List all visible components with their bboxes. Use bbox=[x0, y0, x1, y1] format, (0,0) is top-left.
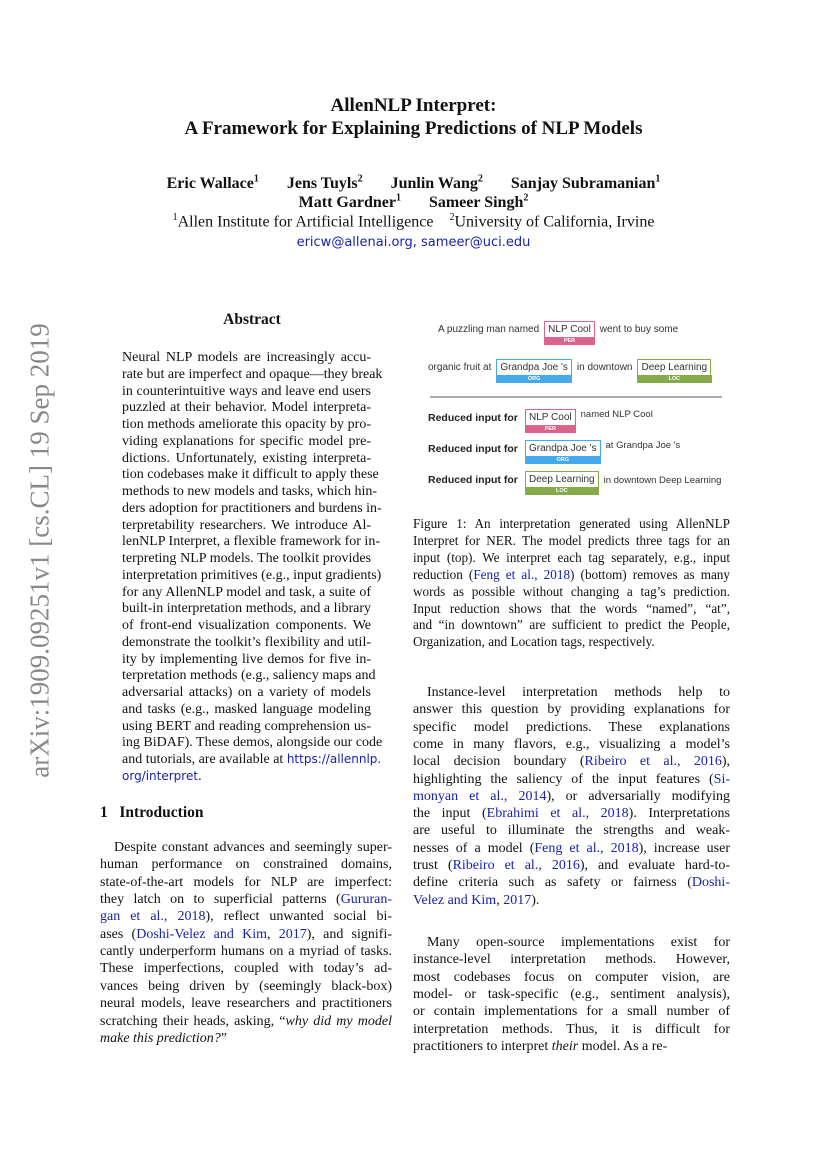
text-segment: nesses of a model ( bbox=[413, 840, 535, 856]
text-line bbox=[122, 651, 371, 668]
emails[interactable]: ericw@allenai.org, sameer@uci.edu bbox=[296, 235, 531, 250]
text-line bbox=[122, 399, 371, 416]
reduced-text: at Grandpa Joe 's bbox=[605, 440, 681, 451]
text-line bbox=[413, 736, 730, 753]
author-affiliation: 1 bbox=[395, 193, 401, 204]
text-line bbox=[100, 856, 392, 873]
authors-row-2 bbox=[0, 193, 827, 212]
text-line bbox=[122, 383, 371, 400]
text-line bbox=[427, 934, 730, 951]
author bbox=[511, 175, 661, 192]
citation-link[interactable]: 2016 bbox=[551, 858, 580, 873]
citation-link[interactable]: Feng et al., bbox=[534, 840, 604, 856]
text-line bbox=[122, 751, 382, 768]
text-segment: and tasks (e.g., masked language modeling bbox=[122, 701, 371, 717]
text-segment: words as possible without changing a tag’s prediction. bbox=[413, 583, 730, 599]
text-segment: terpreting NLP models. The toolkit provides bbox=[122, 551, 371, 566]
text-line bbox=[100, 1013, 392, 1030]
text-segment: demonstrate the toolkit’s flexibility and util- bbox=[122, 634, 371, 650]
reduced-label: Reduced input for bbox=[428, 443, 518, 455]
text-segment bbox=[542, 858, 552, 873]
text-line bbox=[122, 567, 382, 584]
citation-link[interactable]: Doshi-Velez and Kim bbox=[136, 926, 267, 942]
text-line bbox=[413, 822, 730, 839]
text-segment: Instance-level interpretation methods help to bbox=[427, 685, 730, 700]
title-line-2: A Framework for Explaining Predictions of NLP Models bbox=[184, 118, 643, 139]
italic-text: why did my model bbox=[285, 1013, 393, 1029]
text-segment: in counterintuitive ways and leave end users bbox=[122, 383, 371, 399]
tag-per bbox=[525, 409, 576, 432]
text-line bbox=[427, 684, 730, 701]
title-line-1: AllenNLP Interpret: bbox=[330, 95, 497, 116]
text-line bbox=[413, 1021, 730, 1038]
text-segment: vances being driven by (seemingly black-box) bbox=[100, 978, 392, 994]
text-line bbox=[413, 951, 730, 968]
tag-label: PER bbox=[525, 425, 577, 433]
sentence-text: A puzzling man named bbox=[438, 324, 540, 335]
text-segment: ). Interpretations bbox=[628, 806, 731, 822]
text-line bbox=[122, 600, 371, 617]
text-line bbox=[122, 450, 371, 467]
text-line bbox=[100, 908, 392, 925]
text-line bbox=[100, 1030, 227, 1047]
text-segment: human performance on constrained domains, bbox=[100, 857, 392, 873]
tag-label: ORG bbox=[496, 375, 573, 383]
author-name: Matt Gardner bbox=[298, 194, 396, 212]
text-line bbox=[413, 532, 730, 549]
author-affiliation: 1 bbox=[253, 174, 259, 185]
text-line bbox=[413, 840, 730, 857]
text-line bbox=[413, 719, 730, 736]
tag-loc bbox=[525, 471, 599, 494]
text-segment: scratching their heads, asking, “ bbox=[100, 1013, 286, 1029]
text-segment: ), and evaluate hard-to- bbox=[579, 858, 731, 873]
tag-text: Grandpa Joe 's bbox=[529, 443, 597, 454]
text-segment: neural models, leave researchers and practitioners bbox=[100, 996, 392, 1012]
text-segment bbox=[507, 789, 518, 804]
citation-link[interactable]: Feng et al., bbox=[473, 566, 538, 582]
reduced-label: Reduced input for bbox=[428, 412, 518, 424]
text-line bbox=[122, 517, 371, 534]
text-line bbox=[122, 584, 371, 601]
tag-label: LOC bbox=[525, 487, 600, 495]
tag-text: Deep Learning bbox=[641, 362, 708, 373]
reduced-label: Reduced input for bbox=[428, 474, 518, 486]
text-line bbox=[413, 515, 730, 532]
text-segment: puzzled at their behavior. Model interpreta- bbox=[122, 400, 371, 416]
text-line bbox=[413, 549, 730, 566]
text-segment: lenNLP Interpret, a flexible framework for in- bbox=[122, 534, 380, 550]
citation-link[interactable]: Doshi- bbox=[691, 875, 730, 891]
text-segment bbox=[604, 841, 611, 856]
tag-org bbox=[525, 440, 601, 463]
text-segment: Input reduction shows that the words “named”, “at”, bbox=[413, 600, 730, 616]
author-affiliation: 2 bbox=[357, 174, 363, 185]
text-line bbox=[122, 533, 380, 550]
text-segment: define criteria such as safety or fairness ( bbox=[413, 875, 692, 891]
sentence-text: went to buy some bbox=[599, 324, 679, 335]
text-segment: of front-end visualization components. We bbox=[122, 618, 371, 633]
citation-link[interactable]: 2018 bbox=[543, 566, 571, 582]
text-line bbox=[100, 943, 392, 960]
citation-link[interactable]: Ebrahimi et al., bbox=[486, 806, 590, 822]
text-segment: Many open-source implementations exist for bbox=[427, 935, 730, 950]
text-segment: input (top). We interpret each tag separately, e.g., input bbox=[413, 549, 730, 565]
text-line bbox=[122, 550, 371, 567]
section-title: Introduction bbox=[119, 804, 204, 821]
text-segment: terpretability researchers. We introduce Al- bbox=[122, 517, 371, 533]
text-line bbox=[122, 366, 383, 383]
text-segment: These imperfections, coupled with today’s ad- bbox=[100, 961, 392, 977]
text-segment: , bbox=[496, 892, 504, 908]
text-line bbox=[122, 483, 378, 500]
text-segment: cantly underperform humans on a myriad of tasks. bbox=[100, 944, 392, 960]
text-line bbox=[100, 995, 392, 1012]
text-line bbox=[413, 583, 730, 600]
text-segment: Interpret for NER. The model predicts three tags for an bbox=[413, 532, 730, 548]
text-line bbox=[122, 433, 371, 450]
text-segment: model- or task-specific (e.g., sentiment analysis), bbox=[413, 986, 730, 1002]
text-segment: or contain implementations for a small number of bbox=[413, 1004, 730, 1020]
reduced-text: named NLP Cool bbox=[580, 409, 653, 420]
arxiv-stamp: arXiv:1909.09251v1 [cs.CL] 19 Sep 2019 bbox=[24, 323, 55, 778]
figure-sentence-row-2 bbox=[428, 359, 730, 385]
url-link[interactable]: org/interpret bbox=[122, 768, 199, 783]
author-name: Eric Wallace bbox=[166, 175, 254, 193]
text-segment: ), or adversarially modifying bbox=[546, 788, 731, 804]
citation-link[interactable]: gan et al., bbox=[100, 909, 168, 925]
aff-num: 2 bbox=[449, 212, 455, 223]
url-link[interactable]: https://allennlp. bbox=[286, 752, 382, 766]
tag-text: Grandpa Joe 's bbox=[500, 362, 568, 373]
figure-sentence-row-1 bbox=[438, 321, 730, 347]
reduced-row-per bbox=[428, 409, 730, 435]
intro-heading bbox=[100, 804, 204, 822]
text-segment: state-of-the-art models for NLP are imperfect: bbox=[100, 874, 392, 890]
affiliations bbox=[0, 212, 827, 231]
text-segment: they latch on to superficial patterns ( bbox=[100, 892, 341, 908]
text-segment: and “in downtown” are sufficient to predict the People, bbox=[413, 617, 730, 633]
sentence-text: organic fruit at bbox=[428, 362, 492, 373]
tag-text: NLP Cool bbox=[548, 324, 591, 335]
text-line bbox=[413, 1003, 730, 1020]
citation-link[interactable]: Gururan- bbox=[340, 892, 392, 908]
text-segment: reduction ( bbox=[413, 566, 474, 582]
author bbox=[299, 194, 401, 211]
authors-row-1 bbox=[0, 174, 827, 193]
author bbox=[287, 175, 363, 192]
sentence-text: in downtown bbox=[576, 362, 633, 373]
text-line bbox=[413, 701, 730, 718]
text-segment: . bbox=[198, 768, 202, 784]
text-segment: answer this question by providing explanations for bbox=[413, 702, 730, 718]
text-segment: tion methods ameliorate this opacity by pro- bbox=[122, 417, 371, 432]
author-name: Jens Tuyls bbox=[286, 175, 358, 193]
citation-link[interactable]: 2018 bbox=[600, 806, 629, 822]
reduced-text: in downtown Deep Learning bbox=[603, 475, 722, 486]
text-segment: Figure 1: An interpretation generated using AllenNLP bbox=[413, 516, 730, 531]
tag-per bbox=[544, 321, 595, 344]
text-segment: , bbox=[266, 926, 279, 942]
citation-link[interactable]: Ribeiro et al., bbox=[452, 858, 542, 873]
text-segment: using BERT and reading comprehension us- bbox=[122, 718, 371, 734]
text-line bbox=[413, 566, 730, 583]
text-line bbox=[122, 718, 371, 735]
text-line bbox=[100, 891, 392, 908]
text-line bbox=[122, 701, 371, 718]
author bbox=[429, 194, 528, 211]
text-line bbox=[413, 892, 539, 909]
text-segment bbox=[680, 754, 693, 769]
text-segment: Despite constant advances and seemingly super- bbox=[114, 840, 392, 855]
text-segment: ity by implementing live demos for five in- bbox=[122, 651, 371, 667]
text-line bbox=[413, 986, 730, 1003]
text-line bbox=[100, 960, 392, 977]
italic-text: make this prediction? bbox=[100, 1030, 221, 1046]
citation-link[interactable]: 2017 bbox=[278, 926, 307, 942]
citation-link[interactable]: Velez and Kim bbox=[413, 892, 497, 908]
citation-link[interactable]: Si- bbox=[713, 771, 730, 787]
text-segment: terpretation methods (e.g., saliency maps and bbox=[122, 668, 376, 684]
text-segment: methods to new models and tasks, which hin- bbox=[122, 484, 378, 499]
text-segment bbox=[589, 806, 601, 821]
text-segment: viding explanations for specific model pre- bbox=[122, 433, 371, 449]
text-line bbox=[100, 926, 392, 943]
text-line bbox=[122, 349, 371, 366]
text-line bbox=[413, 753, 730, 770]
text-segment: ing BiDAF). These demos, alongside our code bbox=[122, 735, 383, 751]
citation-link[interactable]: 2018 bbox=[610, 840, 639, 856]
abstract-heading: Abstract bbox=[223, 311, 281, 328]
text-segment: dictions. Unfortunately, existing interpreta- bbox=[122, 450, 371, 466]
text-segment: and tutorials, are available at bbox=[122, 752, 287, 767]
affiliation-2: University of California, Irvine bbox=[454, 213, 655, 231]
author-affiliation: 1 bbox=[655, 174, 661, 185]
text-segment: Neural NLP models are increasingly accu- bbox=[122, 350, 371, 365]
tag-label: ORG bbox=[525, 456, 602, 464]
text-segment: come in many flavors, e.g., visualizing a model’s bbox=[413, 736, 730, 752]
text-line bbox=[413, 857, 730, 874]
text-line bbox=[122, 667, 376, 684]
figure-1 bbox=[424, 318, 730, 498]
author-affiliation: 2 bbox=[523, 193, 529, 204]
text-segment: are useful to illuminate the strengths and weak- bbox=[413, 823, 730, 839]
text-line bbox=[122, 466, 379, 483]
text-line bbox=[413, 600, 730, 617]
text-segment: interpretation primitives (e.g., input gradients) bbox=[122, 567, 382, 583]
text-segment: local decision boundary ( bbox=[413, 754, 585, 770]
text-line bbox=[122, 500, 382, 517]
text-segment: most codebases focus on computer vision, are bbox=[413, 969, 730, 985]
text-segment: built-in interpretation methods, and a library bbox=[122, 601, 371, 617]
reduced-row-loc bbox=[428, 471, 730, 497]
text-line bbox=[122, 617, 371, 634]
tag-label: PER bbox=[544, 337, 596, 345]
text-line bbox=[122, 768, 202, 785]
tag-text: NLP Cool bbox=[529, 412, 572, 423]
citation-link[interactable]: Ribeiro et al., bbox=[584, 754, 681, 770]
text-segment: adversarial attacks) on a variety of models bbox=[122, 685, 371, 700]
citation-link[interactable]: 2017 bbox=[503, 892, 532, 908]
text-segment: interpretation methods. Thus, it is difficult for bbox=[413, 1021, 730, 1037]
text-line bbox=[413, 874, 730, 891]
author-name: Sameer Singh bbox=[428, 194, 524, 212]
text-line bbox=[122, 416, 371, 433]
author bbox=[391, 175, 483, 192]
text-segment: practitioners to interpret bbox=[413, 1038, 552, 1054]
citation-link[interactable]: 2016 bbox=[693, 754, 722, 770]
text-segment: highlighting the saliency of the input features ( bbox=[413, 771, 714, 787]
text-line bbox=[413, 788, 730, 805]
text-segment: ” bbox=[220, 1030, 228, 1046]
divider bbox=[430, 396, 722, 398]
tag-loc bbox=[637, 359, 711, 382]
text-line bbox=[413, 1038, 667, 1055]
author-name: Junlin Wang bbox=[390, 175, 478, 193]
text-segment: model. As a re- bbox=[578, 1038, 668, 1054]
text-line bbox=[413, 771, 730, 788]
italic-text: their bbox=[551, 1038, 579, 1054]
citation-link[interactable]: 2014 bbox=[518, 788, 547, 804]
text-segment: ases ( bbox=[100, 926, 137, 942]
text-segment: trust ( bbox=[413, 858, 453, 873]
text-line bbox=[100, 978, 392, 995]
text-segment: Organization, and Location tags, respectively. bbox=[413, 634, 655, 650]
text-segment: rate but are imperfect and opaque—they break bbox=[122, 366, 383, 382]
text-segment: for any AllenNLP model and task, a suite of bbox=[122, 584, 371, 600]
aff-num: 1 bbox=[172, 212, 178, 223]
author bbox=[167, 175, 259, 192]
section-number: 1 bbox=[100, 804, 108, 821]
text-segment: specific model predictions. These explanations bbox=[413, 719, 730, 735]
text-segment: tion codebases make it difficult to apply these bbox=[122, 467, 379, 483]
text-segment: instance-level interpretation methods. However, bbox=[413, 952, 730, 968]
text-line bbox=[413, 969, 730, 986]
text-segment: ), reflect unwanted social bi- bbox=[205, 909, 393, 925]
text-segment: ), bbox=[721, 754, 731, 770]
text-segment: ) (bottom) removes as many bbox=[570, 566, 730, 582]
text-line bbox=[122, 634, 371, 651]
text-line bbox=[413, 633, 655, 650]
text-segment bbox=[167, 909, 177, 924]
tag-label: LOC bbox=[637, 375, 712, 383]
text-line bbox=[122, 734, 383, 751]
text-segment: the input ( bbox=[413, 806, 487, 822]
text-segment: ders adoption for practitioners and burdens in- bbox=[122, 500, 382, 516]
citation-link[interactable]: 2018 bbox=[177, 909, 206, 925]
tag-org bbox=[496, 359, 572, 382]
author-name: Sanjay Subramanian bbox=[510, 175, 656, 193]
text-line bbox=[413, 805, 730, 822]
tag-text: Deep Learning bbox=[529, 474, 595, 485]
reduced-row-org bbox=[428, 440, 730, 466]
text-segment: ), and signifi- bbox=[306, 926, 392, 942]
text-line bbox=[100, 874, 392, 891]
affiliation-1: Allen Institute for Artificial Intelligence bbox=[177, 213, 434, 231]
text-line bbox=[413, 616, 730, 633]
text-segment: ), increase user bbox=[638, 840, 730, 856]
text-segment: ). bbox=[531, 892, 540, 908]
text-line bbox=[114, 839, 392, 856]
text-line bbox=[122, 684, 371, 701]
citation-link[interactable]: monyan et al., bbox=[413, 788, 508, 804]
author-affiliation: 2 bbox=[477, 174, 483, 185]
